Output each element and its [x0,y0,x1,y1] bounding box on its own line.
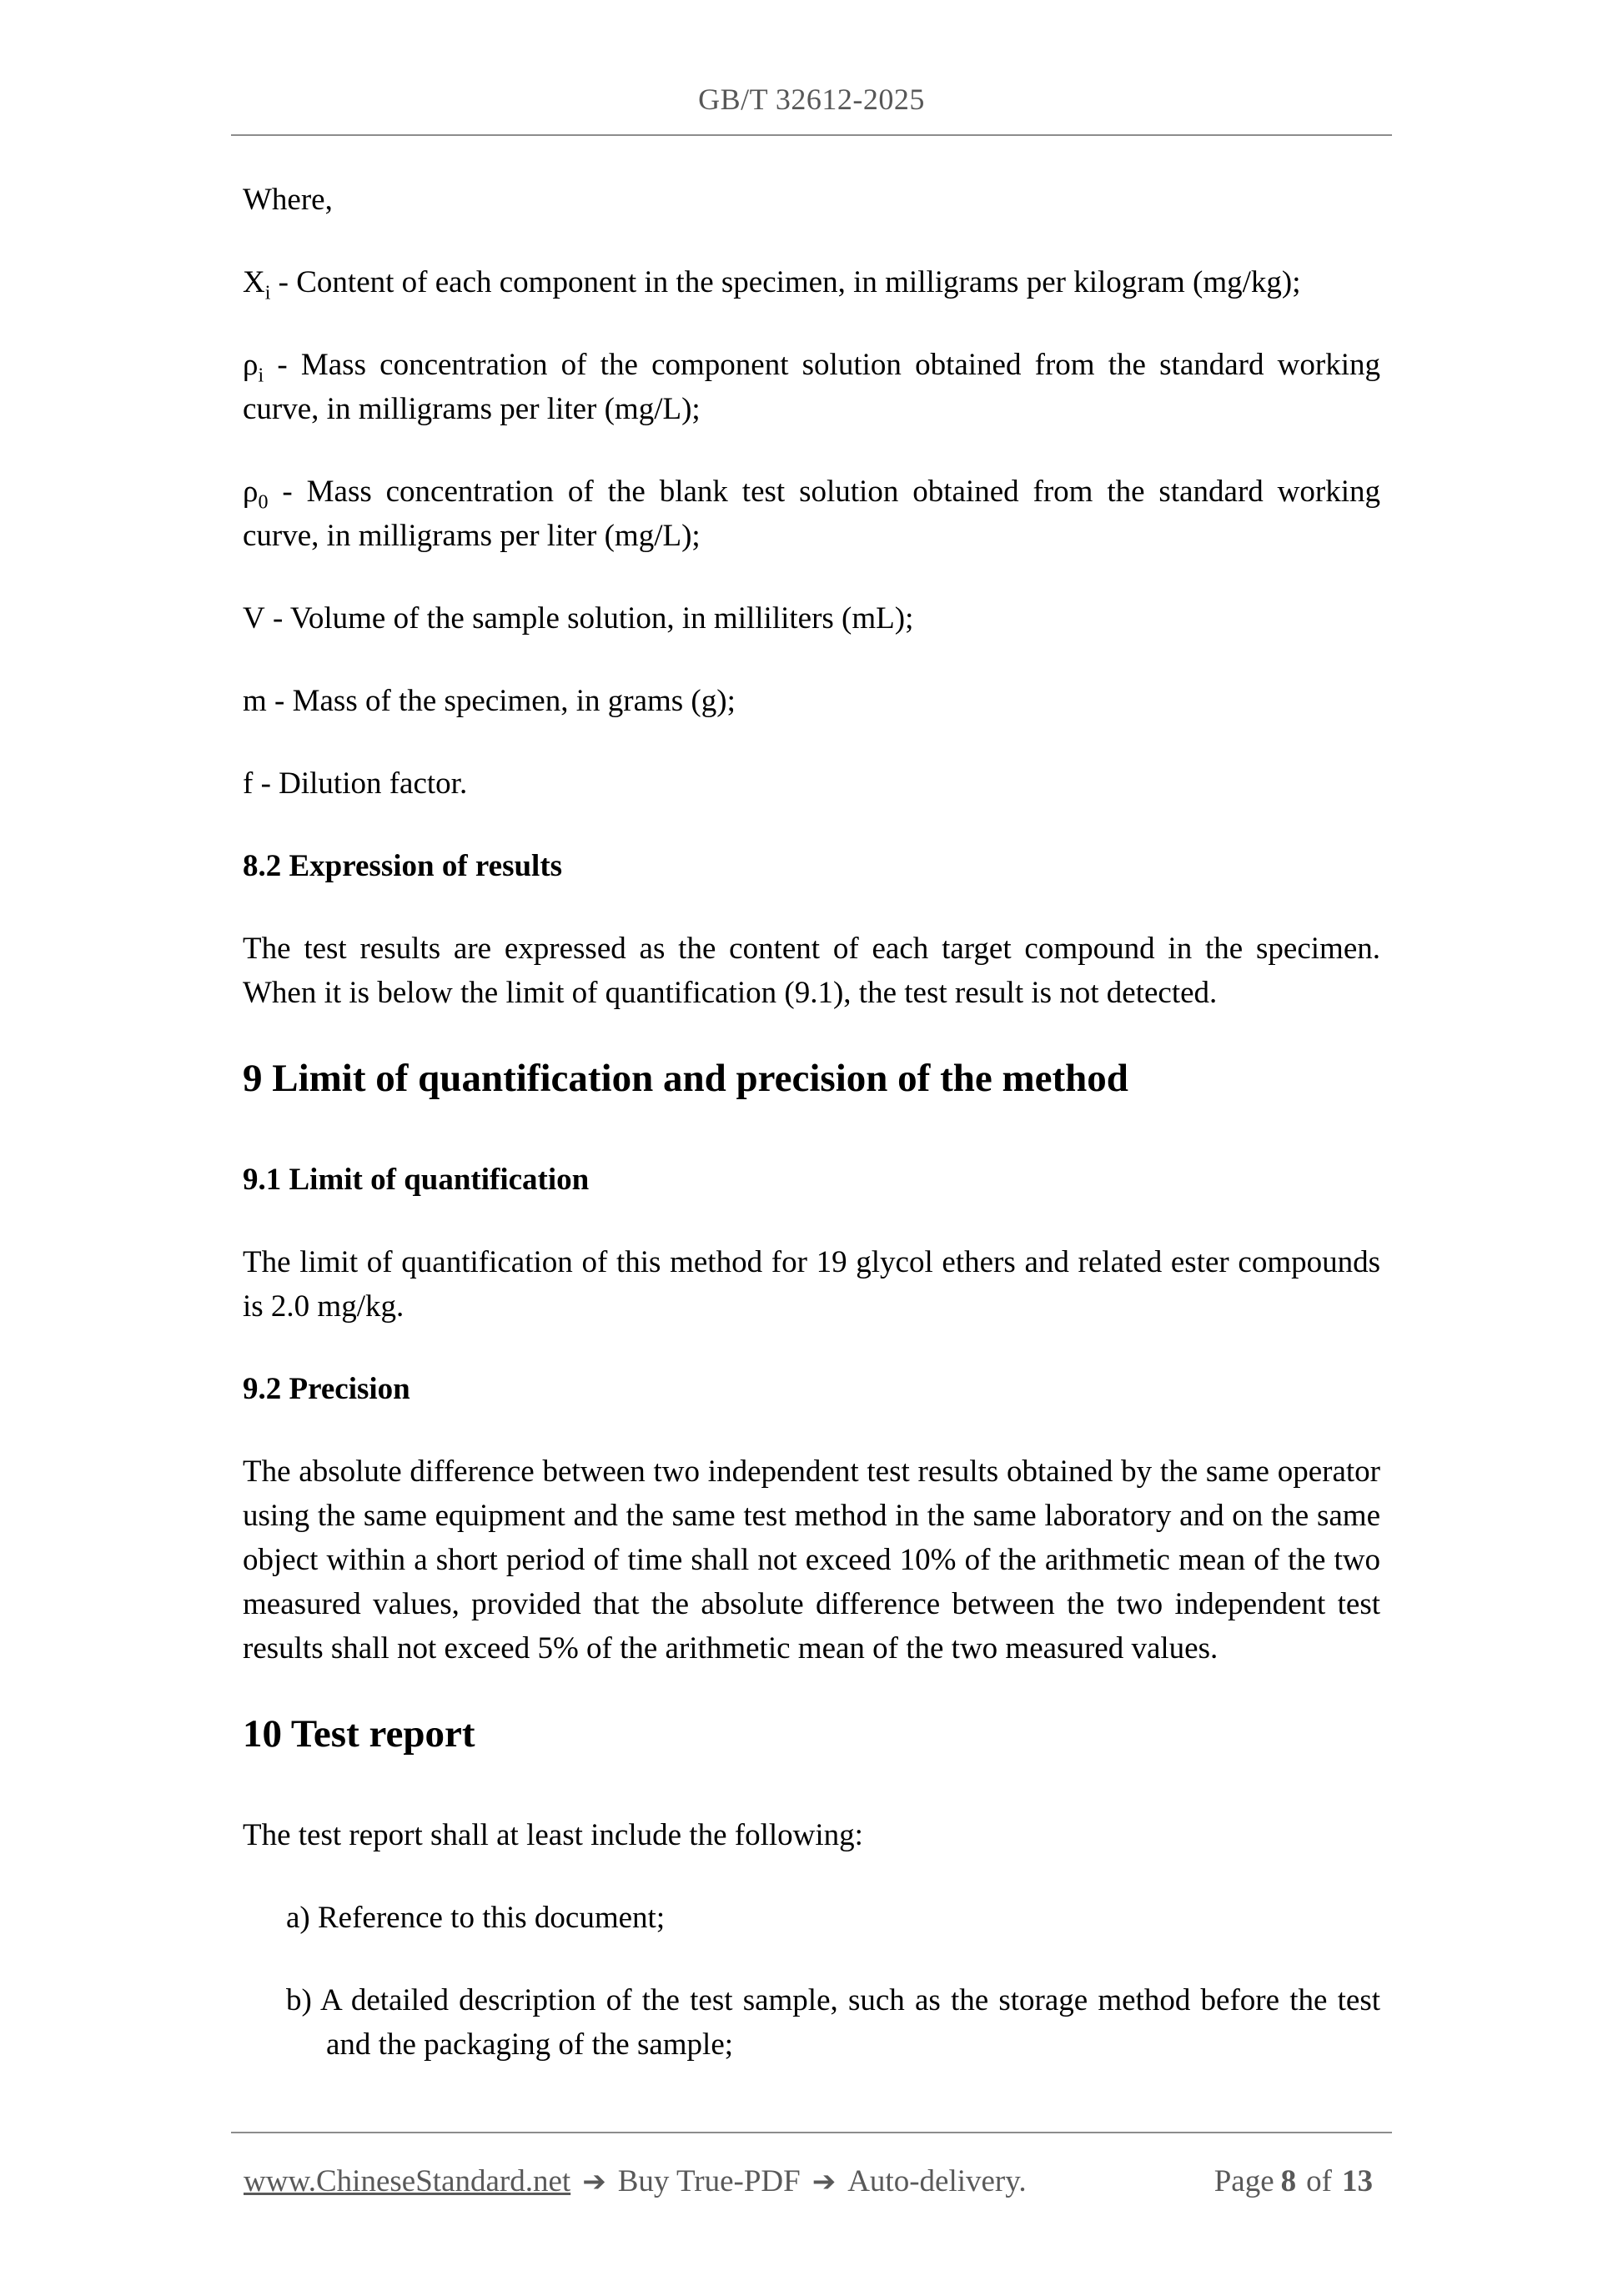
definition-text: - Mass concentration of the component solution obtained from the standard working curve, in milligrams per liter (mg/L); [243,348,1381,426]
symbol-f [243,766,253,801]
section-9-1-heading: 9.1 Limit of quantification [243,1163,590,1197]
symbol-xi [243,265,271,304]
total-page-number: 13 [1342,2164,1373,2198]
section-9-heading: 9 Limit of quantification and precision of the method [243,1057,1128,1100]
report-item-a [243,1896,1380,1940]
footer-left [244,2163,1027,2199]
right-arrow-icon: ➔ [582,2165,606,2198]
symbol-subscript: i [264,282,271,304]
section-10-intro: The test report shall at least include the following: [243,1818,863,1852]
symbol-text: X [243,265,265,299]
page-label: Page [1213,2164,1274,2198]
definition-v [243,596,1380,641]
section-9-2-paragraph: The absolute difference between two independent test results obtained by the same operator using the same equipment and the same test method in the same laboratory and on the same object within a short period of time shall not exceed 10% of the arithmetic mean of the two measured values, provided that the absolute difference between the two independent test results shall not exceed 5% of the arithmetic mean of the two measured values. [243,1454,1380,1665]
page-header [0,0,1623,136]
symbol-text: ρ [243,475,259,509]
current-page-number: 8 [1280,2164,1297,2198]
definition-text: - Dilution factor. [260,766,468,801]
footer-divider [231,2132,1392,2133]
definition-m [243,679,1380,723]
right-arrow-icon: ➔ [812,2165,837,2198]
section-8-2-paragraph: The test results are expressed as the content of each target compound in the specimen. When it is below the limit of quantification (9.1), the test result is not detected. [243,932,1380,1010]
definition-text: - Content of each component in the specimen, in milligrams per kilogram (mg/kg); [278,265,1301,299]
report-item-b [243,1978,1380,2067]
list-marker: b) [286,1983,312,2017]
symbol-text: V [243,601,265,636]
definition-f [243,761,1380,806]
where-label: Where, [243,183,333,217]
symbol-text: m [243,684,267,718]
symbol-v [243,601,265,636]
symbol-subscript: 0 [258,491,269,514]
definition-text: - Volume of the sample solution, in milliliters (mL); [272,601,914,636]
page-indicator [1214,2163,1379,2199]
symbol-text: ρ [243,348,259,382]
symbol-rho-i [243,348,264,387]
site-link[interactable]: www.ChineseStandard.net [244,2164,571,2198]
auto-delivery-label: Auto-delivery. [847,2164,1027,2198]
definition-text: - Mass of the specimen, in grams (g); [274,684,736,718]
section-8-2-heading: 8.2 Expression of results [243,849,563,883]
list-text: Reference to this document; [318,1901,666,1935]
page-footer [231,2132,1392,2199]
symbol-text: f [243,766,254,801]
list-text: A detailed description of the test sample, such as the storage method before the test and the packaging of the sample; [319,1983,1380,2062]
of-label: of [1306,2164,1332,2198]
list-marker: a) [286,1901,310,1935]
definition-rho-i [243,343,1380,431]
doc-number: GB/T 32612-2025 [698,83,925,116]
symbol-rho-0 [243,475,269,514]
definition-rho-0 [243,470,1380,558]
definition-text: - Mass concentration of the blank test solution obtained from the standard working curve, in milligrams per liter (mg/L); [243,475,1380,553]
buy-true-pdf-label: Buy True-PDF [617,2164,801,2198]
section-10-heading: 10 Test report [243,1712,475,1756]
section-9-1-paragraph: The limit of quantification of this method for 19 glycol ethers and related ester compounds is 2.0 mg/kg. [243,1245,1380,1324]
symbol-subscript: i [258,364,264,387]
document-body [0,178,1623,2067]
section-9-2-heading: 9.2 Precision [243,1372,410,1406]
footer-row [231,2163,1392,2199]
symbol-m [243,684,267,718]
definition-xi [243,260,1380,304]
header-divider [231,134,1392,136]
